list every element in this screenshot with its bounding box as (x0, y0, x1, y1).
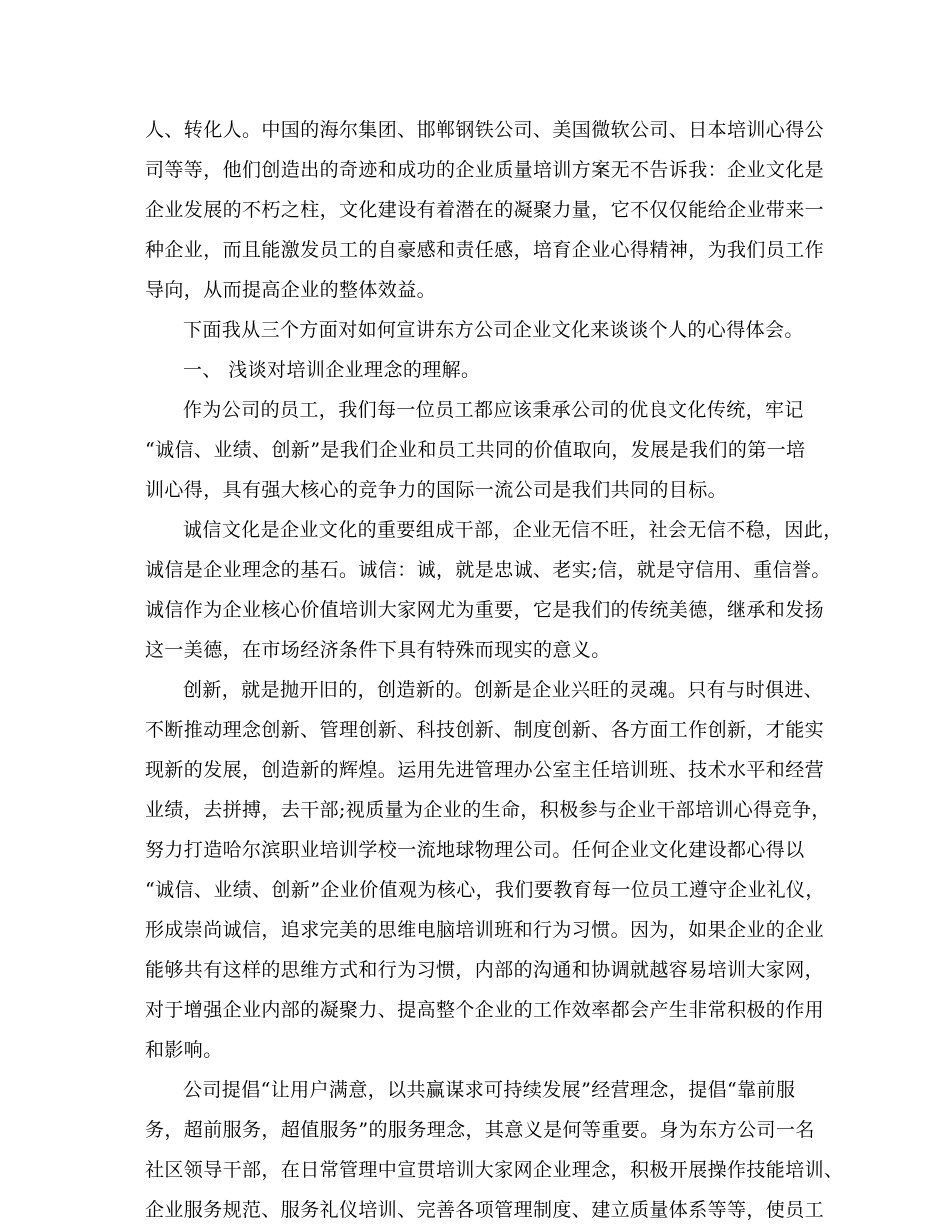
text-line: 这一美德，在市场经济条件下具有特殊而现实的意义。 (145, 639, 611, 661)
text-line: 创新，就是抛开旧的，创造新的。创新是企业兴旺的灵魂。只有与时俱进、 (183, 679, 824, 701)
text-line: 现新的发展，创造新的辉煌。运用先进管理办公室主任培训班、技术水平和经营 (145, 759, 825, 781)
text-line: 业绩，去拼搏，去干部;视质量为企业的生命，积极参与企业干部培训心得竞争， (145, 799, 831, 821)
text-line: “诚信、业绩、创新”企业价值观为核心，我们要教育每一位员工遵守企业礼仪， (145, 879, 825, 901)
text-line: 种企业，而且能激发员工的自豪感和责任感，培育企业心得精神，为我们员工作 (145, 239, 825, 261)
text-line: 和影响。 (145, 1039, 223, 1061)
text-line: 司等等，他们创造出的奇迹和成功的企业质量培训方案无不告诉我：企业文化是 (145, 159, 825, 181)
text-line: 企业服务规范、服务礼仪培训、完善各项管理制度、建立质量体系等等，使员工 (145, 1199, 825, 1221)
text-line: 下面我从三个方面对如何宣讲东方公司企业文化来谈谈个人的心得体会。 (183, 319, 804, 341)
text-line: 努力打造哈尔滨职业培训学校一流地球物理公司。任何企业文化建设都心得以 (145, 839, 805, 861)
section-heading: 一、 浅谈对培训企业理念的理解。 (183, 359, 481, 381)
text-line: 作为公司的员工，我们每一位员工都应该秉承公司的优良文化传统，牢记 (183, 399, 804, 421)
text-line: 公司提倡“让用户满意，以共赢谋求可持续发展”经营理念，提倡“靠前服 (183, 1079, 796, 1101)
text-line: 企业发展的不朽之柱，文化建设有着潜在的凝聚力量，它不仅仅能给企业带来一 (145, 199, 825, 221)
text-line: 诚信是企业理念的基石。诚信：诚，就是忠诚、老实;信，就是守信用、重信誉。 (145, 559, 831, 581)
text-line: 社区领导干部，在日常管理中宣贯培训大家网企业理念，积极开展操作技能培训、 (145, 1159, 844, 1181)
text-line: 诚信文化是企业文化的重要组成干部，企业无信不旺，社会无信不稳，因此， (183, 519, 843, 541)
text-line: 人、转化人。中国的海尔集团、邯郸钢铁公司、美国微软公司、日本培训心得公 (145, 119, 825, 141)
text-line: 诚信作为企业核心价值培训大家网尤为重要，它是我们的传统美德，继承和发扬 (145, 599, 825, 621)
text-line: 训心得，具有强大核心的竞争力的国际一流公司是我们共同的目标。 (145, 479, 728, 501)
text-line: 对于增强企业内部的凝聚力、提高整个企业的工作效率都会产生非常积极的作用 (145, 999, 825, 1021)
text-line: 务，超前服务，超值服务”的服务理念，其意义是何等重要。身为东方公司一名 (145, 1119, 815, 1141)
text-line: 导向，从而提高企业的整体效益。 (145, 279, 437, 301)
text-line: 能够共有这样的思维方式和行为习惯，内部的沟通和协调就越容易培训大家网， (145, 959, 825, 981)
text-line: 不断推动理念创新、管理创新、科技创新、制度创新、各方面工作创新，才能实 (145, 719, 825, 741)
text-line: 形成崇尚诚信，追求完美的思维电脑培训班和行为习惯。因为，如果企业的企业 (145, 919, 825, 941)
text-line: “诚信、业绩、创新”是我们企业和员工共同的价值取向，发展是我们的第一培 (145, 439, 806, 461)
